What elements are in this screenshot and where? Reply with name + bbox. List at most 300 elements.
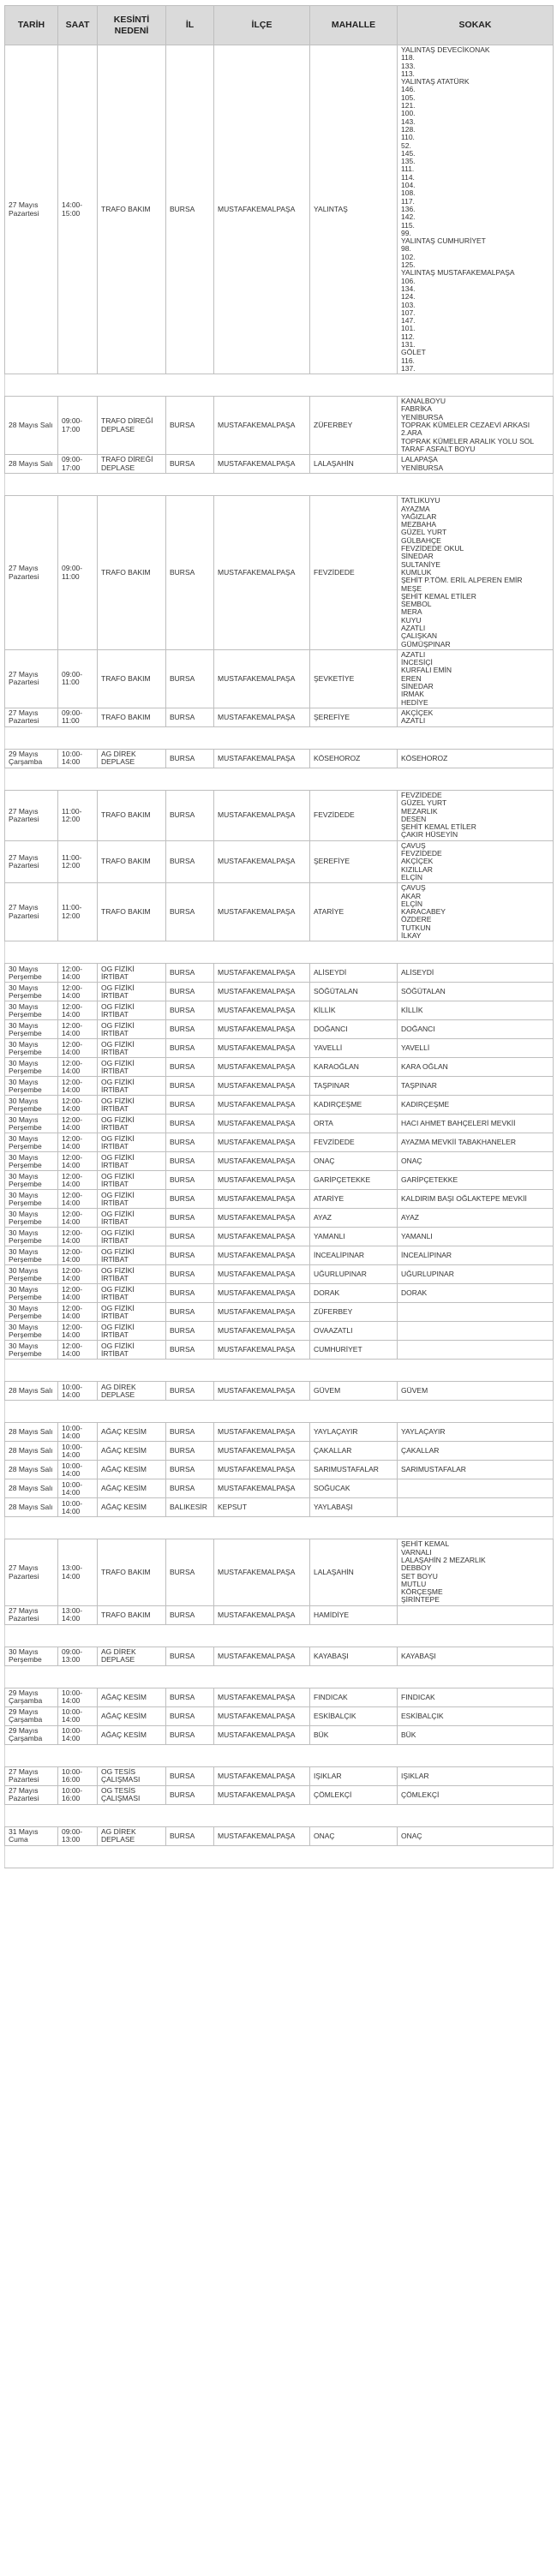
- separator-cell: [5, 1624, 554, 1647]
- table-row: [5, 649, 554, 708]
- cell-il: BURSA: [166, 1020, 214, 1039]
- cell-ilce: MUSTAFAKEMALPAŞA: [214, 1785, 310, 1804]
- cell-kesinti-nedeni: TRAFO BAKIM: [98, 840, 166, 882]
- cell-sokak: BÜK: [398, 1725, 554, 1744]
- cell-mahalle: KADIRÇEŞME: [310, 1096, 398, 1115]
- cell-ilce: MUSTAFAKEMALPAŞA: [214, 840, 310, 882]
- cell-saat: 12:00-14:00: [58, 1246, 98, 1265]
- cell-il: BURSA: [166, 1133, 214, 1152]
- cell-il: BURSA: [166, 1171, 214, 1190]
- cell-il: BURSA: [166, 964, 214, 983]
- cell-sokak: AKÇİÇEK AZATLI: [398, 708, 554, 726]
- cell-il: BURSA: [166, 1423, 214, 1442]
- cell-kesinti-nedeni: AĞAÇ KESİM: [98, 1725, 166, 1744]
- cell-sokak: ONAÇ: [398, 1152, 554, 1171]
- cell-sokak: KADIRÇEŞME: [398, 1096, 554, 1115]
- cell-ilce: MUSTAFAKEMALPAŞA: [214, 964, 310, 983]
- separator-cell: [5, 474, 554, 496]
- cell-il: BURSA: [166, 883, 214, 941]
- table-row: [5, 1322, 554, 1341]
- cell-il: BURSA: [166, 1725, 214, 1744]
- cell-ilce: MUSTAFAKEMALPAŞA: [214, 983, 310, 1001]
- cell-saat: 10:00-14:00: [58, 1382, 98, 1401]
- cell-mahalle: LALAŞAHİN: [310, 455, 398, 474]
- table-row: [5, 749, 554, 768]
- table-row: [5, 1442, 554, 1461]
- cell-ilce: MUSTAFAKEMALPAŞA: [214, 1152, 310, 1171]
- cell-mahalle: FEVZİDEDE: [310, 496, 398, 650]
- table-row: [5, 455, 554, 474]
- cell-mahalle: KAYABAŞI: [310, 1647, 398, 1665]
- group-separator: [5, 1517, 554, 1539]
- cell-saat: 12:00-14:00: [58, 1322, 98, 1341]
- cell-saat: 13:00-14:00: [58, 1539, 98, 1605]
- cell-kesinti-nedeni: AĞAÇ KESİM: [98, 1423, 166, 1442]
- table-row: [5, 1479, 554, 1498]
- cell-saat: 12:00-14:00: [58, 1115, 98, 1133]
- table-row: [5, 1303, 554, 1322]
- cell-mahalle: YALINTAŞ: [310, 45, 398, 374]
- cell-ilce: MUSTAFAKEMALPAŞA: [214, 455, 310, 474]
- table-row: [5, 1039, 554, 1058]
- cell-tarih: 30 Mayıs Perşembe: [5, 1058, 58, 1077]
- cell-saat: 10:00-16:00: [58, 1766, 98, 1785]
- cell-tarih: 30 Mayıs Perşembe: [5, 1284, 58, 1303]
- cell-saat: 13:00-14:00: [58, 1605, 98, 1624]
- cell-kesinti-nedeni: AG DİREK DEPLASE: [98, 749, 166, 768]
- separator-cell: [5, 1360, 554, 1382]
- cell-ilce: MUSTAFAKEMALPAŞA: [214, 1058, 310, 1077]
- cell-tarih: 30 Mayıs Perşembe: [5, 1020, 58, 1039]
- cell-mahalle: GÜVEM: [310, 1382, 398, 1401]
- table-row: [5, 1246, 554, 1265]
- cell-ilce: MUSTAFAKEMALPAŞA: [214, 1423, 310, 1442]
- cell-il: BURSA: [166, 496, 214, 650]
- cell-saat: 09:00-11:00: [58, 496, 98, 650]
- cell-il: BURSA: [166, 1209, 214, 1228]
- cell-saat: 11:00-12:00: [58, 883, 98, 941]
- cell-mahalle: SARIMUSTAFALAR: [310, 1461, 398, 1479]
- cell-ilce: MUSTAFAKEMALPAŞA: [214, 1341, 310, 1360]
- cell-saat: 12:00-14:00: [58, 1096, 98, 1115]
- cell-saat: 09:00-13:00: [58, 1647, 98, 1665]
- cell-tarih: 30 Mayıs Perşembe: [5, 983, 58, 1001]
- separator-cell: [5, 941, 554, 964]
- cell-ilce: MUSTAFAKEMALPAŞA: [214, 1479, 310, 1498]
- cell-sokak: [398, 1605, 554, 1624]
- header-sokak: SOKAK: [398, 6, 554, 45]
- cell-ilce: MUSTAFAKEMALPAŞA: [214, 1228, 310, 1246]
- cell-sokak: IŞIKLAR: [398, 1766, 554, 1785]
- separator-cell: [5, 374, 554, 397]
- cell-tarih: 27 Mayıs Pazartesi: [5, 840, 58, 882]
- cell-il: BURSA: [166, 1265, 214, 1284]
- cell-tarih: 28 Mayıs Salı: [5, 1382, 58, 1401]
- table-body: [5, 45, 554, 1868]
- cell-ilce: MUSTAFAKEMALPAŞA: [214, 397, 310, 455]
- cell-saat: 09:00-17:00: [58, 397, 98, 455]
- cell-mahalle: ONAÇ: [310, 1152, 398, 1171]
- cell-ilce: MUSTAFAKEMALPAŞA: [214, 1209, 310, 1228]
- cell-mahalle: SÖĞÜTALAN: [310, 983, 398, 1001]
- cell-tarih: 30 Mayıs Perşembe: [5, 1152, 58, 1171]
- table-row: [5, 1725, 554, 1744]
- cell-kesinti-nedeni: OG FİZİKİ İRTİBAT: [98, 1322, 166, 1341]
- cell-kesinti-nedeni: OG FİZİKİ İRTİBAT: [98, 1020, 166, 1039]
- cell-mahalle: FEVZİDEDE: [310, 790, 398, 840]
- group-separator: [5, 1624, 554, 1647]
- cell-kesinti-nedeni: TRAFO DİREĞİ DEPLASE: [98, 455, 166, 474]
- cell-ilce: MUSTAFAKEMALPAŞA: [214, 1725, 310, 1744]
- cell-saat: 12:00-14:00: [58, 1228, 98, 1246]
- cell-il: BURSA: [166, 1442, 214, 1461]
- cell-tarih: 30 Mayıs Perşembe: [5, 1322, 58, 1341]
- cell-mahalle: FEVZİDEDE: [310, 1133, 398, 1152]
- table-row: [5, 1382, 554, 1401]
- cell-ilce: MUSTAFAKEMALPAŞA: [214, 1303, 310, 1322]
- cell-sokak: ESKİBALÇIK: [398, 1706, 554, 1725]
- cell-mahalle: LALAŞAHİN: [310, 1539, 398, 1605]
- cell-ilce: MUSTAFAKEMALPAŞA: [214, 649, 310, 708]
- cell-kesinti-nedeni: OG FİZİKİ İRTİBAT: [98, 1209, 166, 1228]
- cell-saat: 12:00-14:00: [58, 1341, 98, 1360]
- table-row: [5, 1605, 554, 1624]
- cell-kesinti-nedeni: TRAFO DİREĞİ DEPLASE: [98, 397, 166, 455]
- cell-kesinti-nedeni: OG FİZİKİ İRTİBAT: [98, 1303, 166, 1322]
- cell-saat: 11:00-12:00: [58, 790, 98, 840]
- table-row: [5, 708, 554, 726]
- cell-ilce: MUSTAFAKEMALPAŞA: [214, 1039, 310, 1058]
- cell-mahalle: ORTA: [310, 1115, 398, 1133]
- cell-sokak: ÇAVUŞ AKAR ELÇİN KARACABEY ÖZDERE TUTKUN İLKAY: [398, 883, 554, 941]
- cell-kesinti-nedeni: OG FİZİKİ İRTİBAT: [98, 1039, 166, 1058]
- cell-tarih: 29 Mayıs Çarşamba: [5, 1706, 58, 1725]
- table-row: [5, 1058, 554, 1077]
- cell-ilce: MUSTAFAKEMALPAŞA: [214, 1539, 310, 1605]
- cell-tarih: 30 Mayıs Perşembe: [5, 1303, 58, 1322]
- header-ilce: İLÇE: [214, 6, 310, 45]
- cell-tarih: 30 Mayıs Perşembe: [5, 1096, 58, 1115]
- table-header: [5, 6, 554, 45]
- separator-cell: [5, 768, 554, 790]
- cell-tarih: 30 Mayıs Perşembe: [5, 1133, 58, 1152]
- group-separator: [5, 941, 554, 964]
- cell-sokak: KAYABAŞI: [398, 1647, 554, 1665]
- cell-sokak: UĞURLUPINAR: [398, 1265, 554, 1284]
- cell-mahalle: YAYLABAŞI: [310, 1498, 398, 1517]
- cell-ilce: MUSTAFAKEMALPAŞA: [214, 1442, 310, 1461]
- cell-saat: 14:00-15:00: [58, 45, 98, 374]
- cell-mahalle: ONAÇ: [310, 1826, 398, 1845]
- cell-kesinti-nedeni: AĞAÇ KESİM: [98, 1461, 166, 1479]
- cell-mahalle: ŞEREFİYE: [310, 708, 398, 726]
- cell-ilce: MUSTAFAKEMALPAŞA: [214, 1133, 310, 1152]
- cell-tarih: 30 Mayıs Perşembe: [5, 1171, 58, 1190]
- cell-kesinti-nedeni: TRAFO BAKIM: [98, 790, 166, 840]
- cell-mahalle: ZÜFERBEY: [310, 397, 398, 455]
- cell-mahalle: BÜK: [310, 1725, 398, 1744]
- cell-tarih: 27 Mayıs Pazartesi: [5, 1785, 58, 1804]
- table-row: [5, 1077, 554, 1096]
- cell-tarih: 29 Mayıs Çarşamba: [5, 1725, 58, 1744]
- cell-sokak: SARIMUSTAFALAR: [398, 1461, 554, 1479]
- cell-kesinti-nedeni: TRAFO BAKIM: [98, 45, 166, 374]
- cell-saat: 10:00-14:00: [58, 1461, 98, 1479]
- cell-sokak: FINDICAK: [398, 1688, 554, 1706]
- cell-il: BURSA: [166, 1284, 214, 1303]
- cell-sokak: AYAZ: [398, 1209, 554, 1228]
- group-separator: [5, 1845, 554, 1868]
- cell-kesinti-nedeni: OG FİZİKİ İRTİBAT: [98, 1228, 166, 1246]
- cell-saat: 10:00-14:00: [58, 1479, 98, 1498]
- group-separator: [5, 768, 554, 790]
- cell-mahalle: UĞURLUPINAR: [310, 1265, 398, 1284]
- cell-ilce: MUSTAFAKEMALPAŞA: [214, 1284, 310, 1303]
- cell-il: BURSA: [166, 1479, 214, 1498]
- table-row: [5, 1096, 554, 1115]
- cell-il: BURSA: [166, 1341, 214, 1360]
- cell-saat: 10:00-14:00: [58, 1498, 98, 1517]
- cell-tarih: 27 Mayıs Pazartesi: [5, 708, 58, 726]
- cell-sokak: LALAPAŞA YENİBURSA: [398, 455, 554, 474]
- cell-sokak: YAMANLI: [398, 1228, 554, 1246]
- cell-il: BURSA: [166, 1058, 214, 1077]
- cell-il: BURSA: [166, 749, 214, 768]
- cell-sokak: GARİPÇETEKKE: [398, 1171, 554, 1190]
- cell-kesinti-nedeni: OG TESİS ÇALIŞMASI: [98, 1785, 166, 1804]
- cell-sokak: [398, 1498, 554, 1517]
- separator-cell: [5, 1401, 554, 1423]
- cell-saat: 12:00-14:00: [58, 1001, 98, 1020]
- cell-kesinti-nedeni: OG FİZİKİ İRTİBAT: [98, 1171, 166, 1190]
- cell-sokak: AYAZMA MEVKİİ TABAKHANELER: [398, 1133, 554, 1152]
- cell-tarih: 27 Mayıs Pazartesi: [5, 1766, 58, 1785]
- cell-kesinti-nedeni: OG FİZİKİ İRTİBAT: [98, 964, 166, 983]
- group-separator: [5, 474, 554, 496]
- cell-saat: 12:00-14:00: [58, 983, 98, 1001]
- cell-kesinti-nedeni: OG FİZİKİ İRTİBAT: [98, 1341, 166, 1360]
- cell-saat: 12:00-14:00: [58, 1303, 98, 1322]
- cell-ilce: MUSTAFAKEMALPAŞA: [214, 1077, 310, 1096]
- table-row: [5, 1341, 554, 1360]
- table-row: [5, 1190, 554, 1209]
- cell-kesinti-nedeni: AĞAÇ KESİM: [98, 1498, 166, 1517]
- cell-sokak: AZATLI İNCESİÇİ KURFALI EMİN EREN SİNEDAR IRMAK HEDİYE: [398, 649, 554, 708]
- cell-sokak: GÜVEM: [398, 1382, 554, 1401]
- cell-saat: 12:00-14:00: [58, 1039, 98, 1058]
- cell-mahalle: ŞEREFİYE: [310, 840, 398, 882]
- cell-sokak: ÇÖMLEKÇİ: [398, 1785, 554, 1804]
- cell-kesinti-nedeni: TRAFO BAKIM: [98, 496, 166, 650]
- cell-sokak: [398, 1322, 554, 1341]
- cell-tarih: 28 Mayıs Salı: [5, 1423, 58, 1442]
- cell-tarih: 30 Mayıs Perşembe: [5, 1228, 58, 1246]
- cell-ilce: MUSTAFAKEMALPAŞA: [214, 1461, 310, 1479]
- cell-il: BALIKESİR: [166, 1498, 214, 1517]
- cell-kesinti-nedeni: AĞAÇ KESİM: [98, 1442, 166, 1461]
- cell-kesinti-nedeni: TRAFO BAKIM: [98, 649, 166, 708]
- cell-tarih: 30 Mayıs Perşembe: [5, 1647, 58, 1665]
- cell-saat: 10:00-16:00: [58, 1785, 98, 1804]
- cell-il: BURSA: [166, 1246, 214, 1265]
- group-separator: [5, 1401, 554, 1423]
- cell-ilce: MUSTAFAKEMALPAŞA: [214, 1688, 310, 1706]
- header-il: İL: [166, 6, 214, 45]
- cell-tarih: 27 Mayıs Pazartesi: [5, 1605, 58, 1624]
- cell-mahalle: İNCEALİPINAR: [310, 1246, 398, 1265]
- cell-tarih: 27 Mayıs Pazartesi: [5, 790, 58, 840]
- table-row: [5, 1766, 554, 1785]
- cell-il: BURSA: [166, 840, 214, 882]
- cell-sokak: ŞEHİT KEMAL VARNALI LALAŞAHİN 2 MEZARLIK DEBBOY SET BOYU MUTLU KÖRÇEŞME ŞİRİNTEPE: [398, 1539, 554, 1605]
- table-row: [5, 1020, 554, 1039]
- cell-il: BURSA: [166, 1303, 214, 1322]
- cell-ilce: MUSTAFAKEMALPAŞA: [214, 749, 310, 768]
- table-row: [5, 1647, 554, 1665]
- cell-tarih: 27 Mayıs Pazartesi: [5, 649, 58, 708]
- cell-saat: 12:00-14:00: [58, 1020, 98, 1039]
- cell-kesinti-nedeni: OG TESİS ÇALIŞMASI: [98, 1766, 166, 1785]
- cell-kesinti-nedeni: OG FİZİKİ İRTİBAT: [98, 1077, 166, 1096]
- separator-cell: [5, 1517, 554, 1539]
- cell-kesinti-nedeni: OG FİZİKİ İRTİBAT: [98, 1058, 166, 1077]
- cell-sokak: HACI AHMET BAHÇELERİ MEVKİİ: [398, 1115, 554, 1133]
- cell-sokak: KALDIRIM BAŞI OĞLAKTEPE MEVKİİ: [398, 1190, 554, 1209]
- table-row: [5, 964, 554, 983]
- cell-kesinti-nedeni: TRAFO BAKIM: [98, 883, 166, 941]
- cell-il: BURSA: [166, 708, 214, 726]
- cell-mahalle: ESKİBALÇIK: [310, 1706, 398, 1725]
- cell-ilce: MUSTAFAKEMALPAŞA: [214, 790, 310, 840]
- cell-saat: 10:00-14:00: [58, 1442, 98, 1461]
- cell-tarih: 27 Mayıs Pazartesi: [5, 45, 58, 374]
- cell-ilce: MUSTAFAKEMALPAŞA: [214, 1115, 310, 1133]
- cell-saat: 12:00-14:00: [58, 1171, 98, 1190]
- cell-kesinti-nedeni: OG FİZİKİ İRTİBAT: [98, 1284, 166, 1303]
- cell-mahalle: AYAZ: [310, 1209, 398, 1228]
- cell-il: BURSA: [166, 1539, 214, 1605]
- cell-kesinti-nedeni: OG FİZİKİ İRTİBAT: [98, 1133, 166, 1152]
- table-row: [5, 1461, 554, 1479]
- cell-mahalle: OVAAZATLI: [310, 1322, 398, 1341]
- cell-ilce: MUSTAFAKEMALPAŞA: [214, 1766, 310, 1785]
- cell-kesinti-nedeni: AĞAÇ KESİM: [98, 1688, 166, 1706]
- cell-ilce: MUSTAFAKEMALPAŞA: [214, 1647, 310, 1665]
- cell-saat: 12:00-14:00: [58, 964, 98, 983]
- cell-tarih: 30 Mayıs Perşembe: [5, 1077, 58, 1096]
- cell-kesinti-nedeni: TRAFO BAKIM: [98, 708, 166, 726]
- cell-tarih: 30 Mayıs Perşembe: [5, 1001, 58, 1020]
- cell-saat: 09:00-11:00: [58, 708, 98, 726]
- cell-sokak: KÖSEHOROZ: [398, 749, 554, 768]
- cell-il: BURSA: [166, 1605, 214, 1624]
- cell-mahalle: DORAK: [310, 1284, 398, 1303]
- cell-sokak: YAYLAÇAYIR: [398, 1423, 554, 1442]
- cell-tarih: 28 Mayıs Salı: [5, 1498, 58, 1517]
- cell-kesinti-nedeni: TRAFO BAKIM: [98, 1605, 166, 1624]
- cell-mahalle: ATARİYE: [310, 1190, 398, 1209]
- cell-saat: 09:00-17:00: [58, 455, 98, 474]
- cell-saat: 12:00-14:00: [58, 1209, 98, 1228]
- table-row: [5, 790, 554, 840]
- cell-ilce: MUSTAFAKEMALPAŞA: [214, 1096, 310, 1115]
- cell-mahalle: ZÜFERBEY: [310, 1303, 398, 1322]
- cell-tarih: 30 Mayıs Perşembe: [5, 1209, 58, 1228]
- table-row: [5, 1115, 554, 1133]
- cell-tarih: 30 Mayıs Perşembe: [5, 1115, 58, 1133]
- cell-tarih: 30 Mayıs Perşembe: [5, 1190, 58, 1209]
- cell-mahalle: YAMANLI: [310, 1228, 398, 1246]
- cell-ilce: MUSTAFAKEMALPAŞA: [214, 1171, 310, 1190]
- cell-kesinti-nedeni: AG DİREK DEPLASE: [98, 1382, 166, 1401]
- header-kesinti-nedeni: KESİNTİ NEDENİ: [98, 6, 166, 45]
- table-row: [5, 1688, 554, 1706]
- table-row: [5, 840, 554, 882]
- header-row: [5, 6, 554, 45]
- cell-il: BURSA: [166, 1077, 214, 1096]
- cell-il: BURSA: [166, 1688, 214, 1706]
- cell-mahalle: ŞEVKETİYE: [310, 649, 398, 708]
- cell-kesinti-nedeni: OG FİZİKİ İRTİBAT: [98, 1096, 166, 1115]
- cell-ilce: MUSTAFAKEMALPAŞA: [214, 1605, 310, 1624]
- cell-mahalle: YAVELLİ: [310, 1039, 398, 1058]
- cell-saat: 12:00-14:00: [58, 1190, 98, 1209]
- cell-il: BURSA: [166, 1826, 214, 1845]
- cell-sokak: DOĞANCI: [398, 1020, 554, 1039]
- cell-sokak: KARA OĞLAN: [398, 1058, 554, 1077]
- cell-sokak: [398, 1303, 554, 1322]
- cell-mahalle: TAŞPINAR: [310, 1077, 398, 1096]
- cell-tarih: 29 Mayıs Çarşamba: [5, 749, 58, 768]
- cell-il: BURSA: [166, 790, 214, 840]
- cell-il: BURSA: [166, 983, 214, 1001]
- cell-tarih: 28 Mayıs Salı: [5, 1442, 58, 1461]
- cell-tarih: 28 Mayıs Salı: [5, 397, 58, 455]
- cell-il: BURSA: [166, 1785, 214, 1804]
- table-row: [5, 1265, 554, 1284]
- cell-saat: 12:00-14:00: [58, 1265, 98, 1284]
- cell-tarih: 27 Mayıs Pazartesi: [5, 883, 58, 941]
- cell-il: BURSA: [166, 1228, 214, 1246]
- group-separator: [5, 726, 554, 749]
- cell-il: BURSA: [166, 1322, 214, 1341]
- cell-ilce: MUSTAFAKEMALPAŞA: [214, 1246, 310, 1265]
- table-row: [5, 397, 554, 455]
- table-row: [5, 1133, 554, 1152]
- cell-tarih: 30 Mayıs Perşembe: [5, 1039, 58, 1058]
- group-separator: [5, 1665, 554, 1688]
- cell-sokak: KİLLİK: [398, 1001, 554, 1020]
- cell-kesinti-nedeni: AG DİREK DEPLASE: [98, 1647, 166, 1665]
- cell-il: BURSA: [166, 1096, 214, 1115]
- outage-table: [4, 5, 554, 1868]
- cell-il: BURSA: [166, 397, 214, 455]
- cell-ilce: MUSTAFAKEMALPAŞA: [214, 1826, 310, 1845]
- cell-saat: 10:00-14:00: [58, 1688, 98, 1706]
- cell-kesinti-nedeni: OG FİZİKİ İRTİBAT: [98, 1152, 166, 1171]
- cell-sokak: KANALBOYU FABRİKA YENİBURSA TOPRAK KÜMELER CEZAEVİ ARKASI 2.ARA TOPRAK KÜMELER ARALIK YOLU SOL TARAF ASFALT BOYU: [398, 397, 554, 455]
- cell-mahalle: ÇAKALLAR: [310, 1442, 398, 1461]
- cell-sokak: YAVELLİ: [398, 1039, 554, 1058]
- cell-mahalle: CUMHURİYET: [310, 1341, 398, 1360]
- cell-ilce: MUSTAFAKEMALPAŞA: [214, 1265, 310, 1284]
- cell-mahalle: DOĞANCI: [310, 1020, 398, 1039]
- cell-kesinti-nedeni: OG FİZİKİ İRTİBAT: [98, 1246, 166, 1265]
- cell-tarih: 27 Mayıs Pazartesi: [5, 496, 58, 650]
- cell-saat: 12:00-14:00: [58, 1077, 98, 1096]
- cell-tarih: 27 Mayıs Pazartesi: [5, 1539, 58, 1605]
- table-row: [5, 1284, 554, 1303]
